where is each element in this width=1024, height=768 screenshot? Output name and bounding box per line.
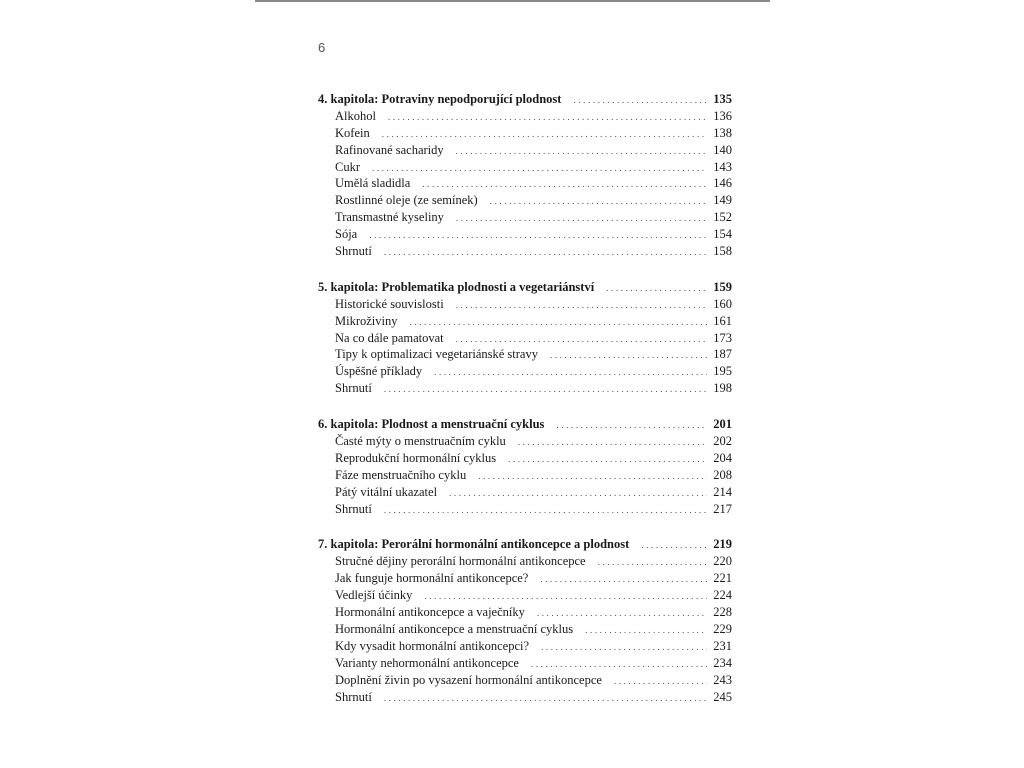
dot-leader bbox=[382, 126, 708, 143]
chapter-page: 219 bbox=[713, 537, 732, 552]
dot-leader bbox=[410, 314, 708, 331]
entry-page: 204 bbox=[713, 450, 732, 465]
dot-leader bbox=[573, 92, 707, 109]
toc-entry[interactable] bbox=[318, 142, 732, 159]
entry-page: 228 bbox=[713, 605, 732, 620]
entry-title: Časté mýty o menstruačním cyklu bbox=[335, 434, 506, 449]
toc-entry[interactable] bbox=[318, 108, 732, 125]
dot-leader bbox=[556, 417, 707, 434]
chapter-heading[interactable] bbox=[318, 279, 732, 296]
entry-page: 214 bbox=[713, 484, 732, 499]
entry-title: Vedlejší účinky bbox=[335, 588, 413, 603]
chapter-6 bbox=[318, 416, 732, 517]
dot-leader bbox=[598, 554, 708, 571]
dot-leader bbox=[424, 588, 707, 605]
toc-entry[interactable] bbox=[318, 363, 732, 380]
entry-title: Reprodukční hormonální cyklus bbox=[335, 450, 497, 465]
chapter-title: 4. kapitola: Potraviny nepodporující plodnost bbox=[318, 92, 562, 106]
entry-page: 198 bbox=[713, 381, 732, 396]
entry-title: Mikroživiny bbox=[335, 313, 398, 328]
chapter-title: 5. kapitola: Problematika plodnosti a vegetariánství bbox=[318, 279, 595, 294]
dot-leader bbox=[449, 485, 707, 502]
entry-page: 195 bbox=[713, 364, 732, 379]
dot-leader bbox=[456, 143, 708, 160]
chapter-title: 7. kapitola: Perorální hormonální antikoncepce a plodnost bbox=[318, 537, 630, 552]
chapter-page: 135 bbox=[713, 92, 732, 106]
entry-page: 154 bbox=[713, 227, 732, 242]
entry-page: 224 bbox=[713, 588, 732, 603]
entry-page: 221 bbox=[713, 571, 732, 586]
entry-title: Varianty nehormonální antikoncepce bbox=[335, 655, 519, 670]
dot-leader bbox=[614, 673, 707, 690]
entry-page: 217 bbox=[713, 501, 732, 516]
entry-title: Hormonální antikoncepce a vaječníky bbox=[335, 605, 525, 620]
chapter-7 bbox=[318, 536, 732, 705]
entry-title: Shrnutí bbox=[335, 689, 372, 704]
entry-title: Jak funguje hormonální antikoncepce? bbox=[335, 571, 529, 586]
entry-title: Kofein bbox=[335, 125, 370, 140]
toc-entry[interactable] bbox=[318, 553, 732, 570]
table-of-contents bbox=[318, 91, 732, 724]
toc-entry[interactable] bbox=[318, 192, 732, 209]
entry-title: Hormonální antikoncepce a menstruační cyklus bbox=[335, 621, 574, 636]
toc-entry[interactable] bbox=[318, 587, 732, 604]
dot-leader bbox=[384, 381, 707, 398]
toc-entry[interactable] bbox=[318, 484, 732, 501]
entry-title: Rostlinné oleje (ze semínek) bbox=[335, 193, 478, 208]
entry-title: Kdy vysadit hormonální antikoncepci? bbox=[335, 638, 530, 653]
toc-entry[interactable] bbox=[318, 450, 732, 467]
dot-leader bbox=[537, 605, 707, 622]
dot-leader bbox=[641, 537, 707, 554]
dot-leader bbox=[384, 244, 707, 261]
entry-title: Sója bbox=[335, 227, 358, 242]
entry-page: 161 bbox=[713, 313, 732, 328]
toc-entry[interactable] bbox=[318, 638, 732, 655]
chapter-heading[interactable] bbox=[318, 91, 732, 108]
dot-leader bbox=[456, 331, 708, 348]
dot-leader bbox=[541, 639, 707, 656]
entry-title: Umělá sladidla bbox=[335, 176, 411, 191]
chapter-5 bbox=[318, 279, 732, 397]
toc-entry[interactable] bbox=[318, 330, 732, 347]
toc-entry[interactable] bbox=[318, 380, 732, 397]
entry-page: 220 bbox=[713, 554, 732, 569]
entry-page: 243 bbox=[713, 672, 732, 687]
entry-title: Doplnění živin po vysazení hormonální antikoncepce bbox=[335, 672, 602, 687]
chapter-title: 6. kapitola: Plodnost a menstruační cyklus bbox=[318, 417, 545, 432]
dot-leader bbox=[531, 656, 707, 673]
toc-entry[interactable] bbox=[318, 655, 732, 672]
toc-entry[interactable] bbox=[318, 125, 732, 142]
toc-entry[interactable] bbox=[318, 501, 732, 518]
toc-entry[interactable] bbox=[318, 159, 732, 176]
toc-entry[interactable] bbox=[318, 243, 732, 260]
entry-page: 140 bbox=[713, 142, 732, 157]
entry-page: 152 bbox=[713, 210, 732, 225]
entry-page: 173 bbox=[713, 330, 732, 345]
page-number: 6 bbox=[318, 40, 326, 55]
entry-page: 229 bbox=[713, 621, 732, 636]
entry-title: Shrnutí bbox=[335, 244, 372, 259]
dot-leader bbox=[422, 176, 707, 193]
entry-title: Shrnutí bbox=[335, 381, 372, 396]
dot-leader bbox=[585, 622, 707, 639]
dot-leader bbox=[490, 193, 708, 210]
dot-leader bbox=[384, 502, 707, 519]
toc-entry[interactable] bbox=[318, 313, 732, 330]
chapter-heading[interactable] bbox=[318, 416, 732, 433]
toc-entry[interactable] bbox=[318, 604, 732, 621]
entry-page: 208 bbox=[713, 467, 732, 482]
toc-entry[interactable] bbox=[318, 346, 732, 363]
entry-title: Tipy k optimalizaci vegetariánské stravy bbox=[335, 347, 538, 362]
entry-title: Alkohol bbox=[335, 108, 376, 123]
dot-leader bbox=[478, 468, 707, 485]
entry-title: Shrnutí bbox=[335, 501, 372, 516]
entry-page: 143 bbox=[713, 159, 732, 174]
entry-page: 136 bbox=[713, 108, 732, 123]
toc-entry[interactable] bbox=[318, 226, 732, 243]
chapter-4 bbox=[318, 91, 732, 260]
dot-leader bbox=[540, 571, 707, 588]
entry-page: 149 bbox=[713, 193, 732, 208]
entry-title: Fáze menstruačního cyklu bbox=[335, 467, 467, 482]
entry-page: 158 bbox=[713, 244, 732, 259]
dot-leader bbox=[518, 434, 707, 451]
entry-page: 231 bbox=[713, 638, 732, 653]
chapter-page: 159 bbox=[713, 279, 732, 294]
entry-page: 146 bbox=[713, 176, 732, 191]
dot-leader bbox=[384, 690, 707, 707]
entry-page: 187 bbox=[713, 347, 732, 362]
toc-entry[interactable] bbox=[318, 433, 732, 450]
toc-entry[interactable] bbox=[318, 621, 732, 638]
entry-page: 160 bbox=[713, 296, 732, 311]
entry-title: Na co dále pamatovat bbox=[335, 330, 444, 345]
entry-page: 245 bbox=[713, 689, 732, 704]
dot-leader bbox=[606, 280, 707, 297]
entry-title: Úspěšné příklady bbox=[335, 364, 423, 379]
toc-entry[interactable] bbox=[318, 296, 732, 313]
top-rule bbox=[255, 0, 770, 2]
entry-title: Historické souvislosti bbox=[335, 296, 444, 311]
entry-page: 234 bbox=[713, 655, 732, 670]
toc-entry[interactable] bbox=[318, 570, 732, 587]
chapter-page: 201 bbox=[713, 417, 732, 432]
dot-leader bbox=[372, 160, 707, 177]
dot-leader bbox=[550, 347, 707, 364]
toc-entry[interactable] bbox=[318, 175, 732, 192]
entry-page: 202 bbox=[713, 434, 732, 449]
dot-leader bbox=[456, 297, 708, 314]
dot-leader bbox=[456, 210, 707, 227]
toc-entry[interactable] bbox=[318, 689, 732, 706]
dot-leader bbox=[369, 227, 707, 244]
toc-entry[interactable] bbox=[318, 467, 732, 484]
entry-title: Pátý vitální ukazatel bbox=[335, 484, 438, 499]
toc-entry[interactable] bbox=[318, 209, 732, 226]
dot-leader bbox=[508, 451, 707, 468]
dot-leader bbox=[434, 364, 707, 381]
toc-entry[interactable] bbox=[318, 672, 732, 689]
entry-title: Transmastné kyseliny bbox=[335, 210, 444, 225]
entry-title: Cukr bbox=[335, 159, 360, 174]
dot-leader bbox=[388, 109, 707, 126]
entry-title: Rafinované sacharidy bbox=[335, 142, 444, 157]
entry-title: Stručné dějiny perorální hormonální antikoncepce bbox=[335, 554, 586, 569]
chapter-heading[interactable] bbox=[318, 536, 732, 553]
entry-page: 138 bbox=[713, 125, 732, 140]
